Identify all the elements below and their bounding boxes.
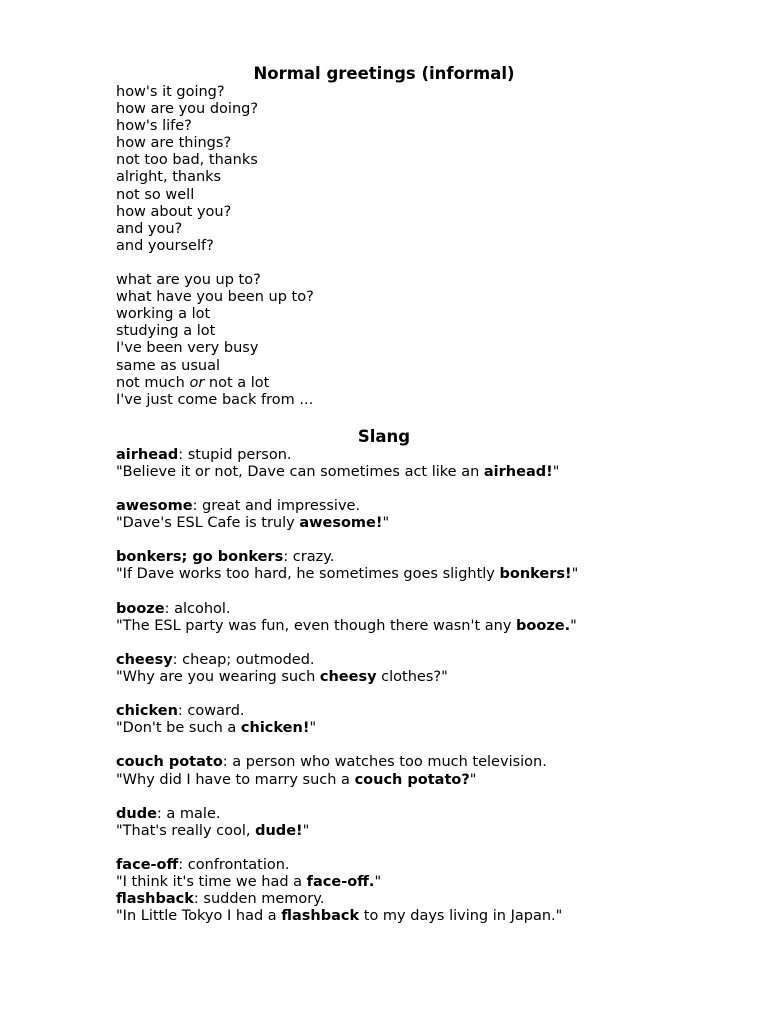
example-text: "Why are you wearing such (116, 669, 320, 685)
slang-entry (116, 703, 652, 737)
greeting-line: what have you been up to? (116, 289, 314, 306)
slang-definition (116, 891, 652, 908)
slang-term: airhead (116, 446, 179, 463)
slang-term: bonkers; go bonkers (116, 549, 284, 566)
slang-definition (116, 806, 652, 823)
definition-text: : a male. (156, 805, 221, 822)
example-text: " (571, 566, 579, 583)
greeting-line: how are you doing? (116, 101, 259, 118)
slang-entry (116, 754, 652, 788)
slang-example (116, 874, 652, 891)
example-bold: chicken! (240, 720, 310, 737)
example-text: "Why did I have to marry such a (116, 771, 355, 788)
example-bold: dude! (255, 822, 303, 839)
example-bold: booze. (516, 617, 571, 634)
slang-term: chicken (116, 703, 178, 720)
greeting-line: how's it going? (116, 84, 225, 100)
slang-definition (116, 498, 652, 515)
example-text: " (469, 771, 477, 788)
slang-entry (116, 549, 652, 583)
example-bold: flashback (281, 908, 360, 925)
definition-text: : great and impressive. (192, 498, 361, 515)
greeting-line-not-much (116, 375, 652, 392)
spacer (116, 255, 652, 272)
greeting-line: I've just come back from ... (116, 391, 314, 408)
slang-definition (116, 447, 652, 464)
not-a-lot-text: not a lot (204, 374, 270, 391)
example-text: " (309, 720, 317, 737)
slang-definition (116, 754, 652, 771)
greeting-line: not so well (116, 186, 195, 203)
definition-text: : crazy. (283, 549, 335, 566)
definition-text: : stupid person. (178, 446, 292, 463)
slang-term: couch potato (116, 754, 223, 771)
slang-example (116, 566, 652, 583)
slang-definition (116, 601, 652, 618)
slang-definition (116, 857, 652, 874)
example-bold: awesome! (299, 515, 383, 532)
example-bold: couch potato? (354, 771, 470, 788)
greeting-line: and you? (116, 220, 183, 237)
slang-entry (116, 806, 652, 840)
example-text: " (570, 617, 577, 634)
greetings-group-2 (116, 272, 652, 409)
example-bold: cheesy (319, 669, 377, 685)
example-text: "That's really cool, (116, 822, 256, 839)
greeting-line: how are things? (116, 135, 232, 152)
slang-example (116, 618, 652, 635)
greeting-line: how's life? (116, 118, 192, 135)
greeting-line: what are you up to? (116, 272, 261, 289)
example-text: "In Little Tokyo I had a (116, 908, 282, 925)
greeting-line: working a lot (116, 306, 211, 323)
greeting-line: how about you? (116, 203, 232, 220)
example-text: "I think it's time we had a (116, 874, 307, 891)
definition-text: : sudden memory. (193, 891, 325, 908)
slang-term: awesome (116, 498, 193, 515)
example-text: " (552, 463, 560, 480)
slang-entry (116, 601, 652, 635)
example-text: " (302, 822, 310, 839)
slang-entry (116, 857, 652, 891)
example-text: to my days living in Japan." (359, 908, 563, 925)
example-text: " (382, 515, 390, 532)
definition-text: : cheap; outmoded. (172, 651, 315, 668)
example-bold: airhead! (483, 463, 553, 480)
greeting-line: alright, thanks (116, 169, 222, 186)
greetings-heading: Normal greetings (informal) (253, 64, 515, 83)
greeting-line: same as usual (116, 357, 220, 374)
example-text: "Don't be such a (116, 720, 241, 737)
slang-example (116, 772, 652, 789)
or-italic: or (189, 374, 205, 391)
greetings-group-1 (116, 84, 652, 255)
slang-list (116, 447, 652, 926)
greeting-line: and yourself? (116, 237, 214, 254)
slang-definition (116, 652, 652, 669)
slang-term: booze (116, 600, 165, 617)
example-text: "Dave's ESL Cafe is truly (116, 515, 300, 532)
slang-example (116, 823, 652, 840)
definition-text: : alcohol. (164, 600, 231, 617)
slang-term: flashback (116, 891, 194, 908)
slang-term: dude (116, 805, 157, 822)
slang-entry (116, 498, 652, 532)
definition-text: : confrontation. (178, 857, 290, 874)
slang-heading: Slang (357, 426, 411, 446)
slang-entry (116, 447, 652, 481)
slang-entry (116, 891, 652, 925)
slang-term: cheesy (116, 651, 173, 668)
example-text: clothes?" (376, 669, 448, 685)
document-page (116, 64, 652, 925)
slang-example (116, 720, 652, 737)
slang-example (116, 464, 652, 481)
example-text: "If Dave works too hard, he sometimes goes slightly (116, 566, 500, 583)
slang-example (116, 908, 652, 925)
example-text: "The ESL party was fun, even though there wasn't any (116, 617, 517, 634)
example-bold: face-off. (306, 874, 375, 891)
definition-text: : a person who watches too much television. (222, 754, 547, 771)
slang-entry (116, 652, 652, 686)
slang-definition (116, 549, 652, 566)
definition-text: : coward. (177, 703, 245, 720)
slang-definition (116, 703, 652, 720)
greeting-line: I've been very busy (116, 340, 259, 357)
not-much-text: not much (116, 374, 190, 391)
example-text: " (374, 874, 382, 891)
slang-example (116, 669, 652, 686)
example-text: "Believe it or not, Dave can sometimes act like an (116, 463, 484, 480)
greeting-line: not too bad, thanks (116, 152, 258, 169)
slang-term: face-off (116, 857, 179, 874)
slang-example (116, 515, 652, 532)
example-bold: bonkers! (499, 566, 572, 583)
greeting-line: studying a lot (116, 323, 216, 340)
